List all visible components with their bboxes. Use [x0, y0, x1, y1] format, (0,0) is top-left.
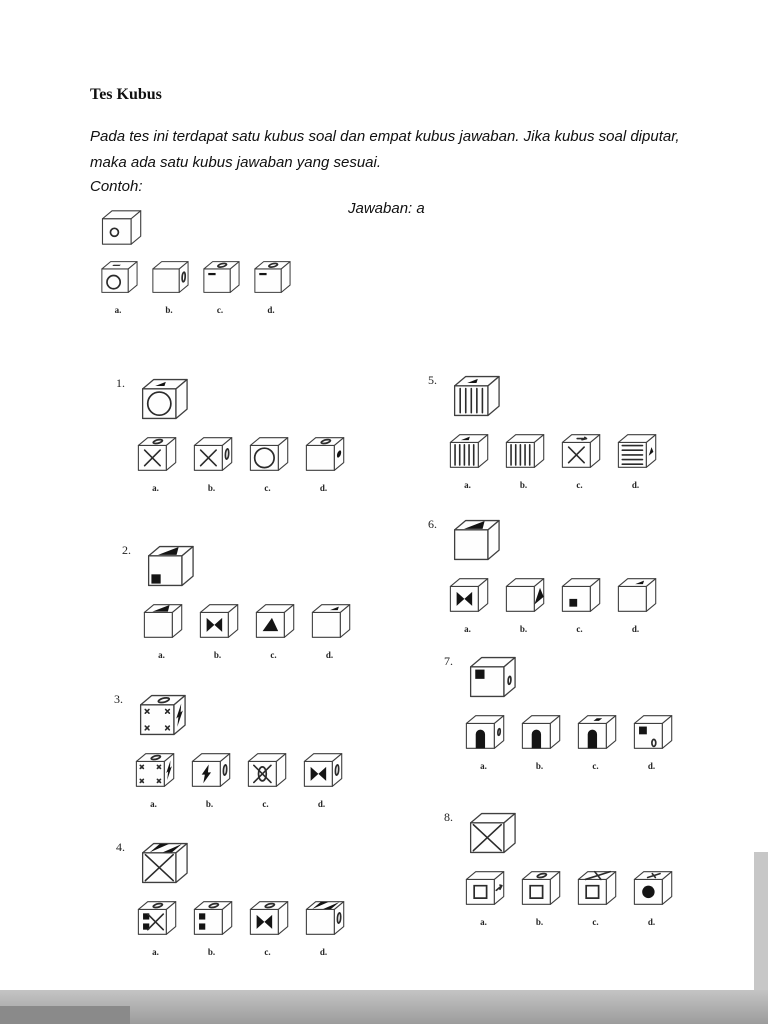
answer-cube: [250, 600, 297, 642]
answer-option: [300, 433, 347, 493]
answer-cube: [460, 711, 507, 753]
answer-label: c.: [264, 483, 271, 493]
answer-label: b.: [519, 624, 528, 634]
answer-cube: [556, 430, 603, 472]
answer-label: d.: [631, 624, 640, 634]
question-cube: [447, 371, 503, 421]
question-number: 4.: [116, 840, 125, 854]
answer-cube: [444, 574, 491, 616]
answer-label: c.: [592, 917, 599, 927]
answer-label: d.: [319, 483, 328, 493]
answer-option: [132, 897, 179, 957]
answer-label: a.: [464, 624, 471, 634]
answer-option: [250, 600, 297, 660]
answer-cube: [96, 257, 140, 297]
scan-edge-corner: [0, 1006, 130, 1024]
answer-label: d.: [319, 947, 328, 957]
answer-cube: [306, 600, 353, 642]
answer-label: d.: [647, 917, 656, 927]
answer-cube: [300, 897, 347, 939]
question-block-7: [444, 652, 675, 771]
answer-option: [516, 711, 563, 771]
answer-option: [628, 867, 675, 927]
answer-option: [612, 430, 659, 490]
answer-row: [138, 600, 353, 660]
answer-label: a.: [152, 947, 159, 957]
answer-row: [460, 711, 675, 771]
question-cube: [133, 690, 189, 740]
answer-cube: [556, 574, 603, 616]
answer-option: [306, 600, 353, 660]
answer-cube: [138, 600, 185, 642]
answer-option: [298, 749, 345, 809]
answer-row: [96, 257, 293, 315]
answer-option: [249, 257, 293, 315]
answer-cube: [244, 897, 291, 939]
question-block-1: [116, 374, 347, 493]
answer-cube: [628, 711, 675, 753]
answer-label: b.: [205, 799, 214, 809]
question-number: 5.: [428, 373, 437, 387]
answer-cube: [460, 867, 507, 909]
question-cube: [135, 838, 191, 888]
question-number: 2.: [122, 543, 131, 557]
answer-cube: [612, 574, 659, 616]
answer-option: [460, 711, 507, 771]
answer-label: c.: [262, 799, 269, 809]
question-cube: [463, 808, 519, 858]
answer-option: [242, 749, 289, 809]
intro-paragraph: Pada tes ini terdapat satu kubus soal dan empat kubus jawaban. Jika kubus soal diputar, maka ada satu kubus jawaban yang sesuai.: [90, 128, 680, 171]
contoh-label: Contoh:: [90, 178, 143, 195]
answer-label: a.: [158, 650, 165, 660]
answer-option: [188, 897, 235, 957]
answer-cube: [132, 433, 179, 475]
jawaban-label: Jawaban: a: [348, 200, 425, 217]
answer-label: a.: [480, 761, 487, 771]
answer-option: [244, 433, 291, 493]
question-block-3: [114, 690, 345, 809]
answer-label: d.: [267, 305, 275, 315]
answer-option: [147, 257, 191, 315]
answer-option: [138, 600, 185, 660]
answer-option: [130, 749, 177, 809]
answer-option: [444, 574, 491, 634]
question-cube: [135, 374, 191, 424]
question-block-8: [444, 808, 675, 927]
answer-option: [244, 897, 291, 957]
answer-option: [612, 574, 659, 634]
answer-option: [556, 574, 603, 634]
example-block: [96, 206, 293, 315]
answer-cube: [244, 433, 291, 475]
answer-cube: [186, 749, 233, 791]
answer-label: c.: [576, 624, 583, 634]
answer-cube: [194, 600, 241, 642]
answer-label: b.: [165, 305, 173, 315]
answer-row: [132, 897, 347, 957]
answer-cube: [130, 749, 177, 791]
answer-label: a.: [150, 799, 157, 809]
answer-option: [516, 867, 563, 927]
answer-label: c.: [270, 650, 277, 660]
answer-label: d.: [317, 799, 326, 809]
answer-cube: [300, 433, 347, 475]
answer-option: [572, 867, 619, 927]
answer-option: [556, 430, 603, 490]
answer-option: [96, 257, 140, 315]
question-number: 6.: [428, 517, 437, 531]
answer-cube: [500, 574, 547, 616]
answer-label: b.: [535, 761, 544, 771]
answer-cube: [572, 867, 619, 909]
answer-label: b.: [519, 480, 528, 490]
answer-label: c.: [592, 761, 599, 771]
question-cube: [447, 515, 503, 565]
question-number: 1.: [116, 376, 125, 390]
answer-cube: [188, 433, 235, 475]
answer-cube: [298, 749, 345, 791]
example-question-row: [96, 206, 293, 249]
answer-option: [198, 257, 242, 315]
answer-row: [460, 867, 675, 927]
answer-label: a.: [464, 480, 471, 490]
answer-cube: [612, 430, 659, 472]
answer-option: [132, 433, 179, 493]
answer-option: [500, 574, 547, 634]
answer-cube: [147, 257, 191, 297]
answer-cube: [572, 711, 619, 753]
answer-label: a.: [152, 483, 159, 493]
question-number: 8.: [444, 810, 453, 824]
answer-label: b.: [207, 947, 216, 957]
answer-option: [572, 711, 619, 771]
answer-option: [460, 867, 507, 927]
answer-option: [188, 433, 235, 493]
page-title: Tes Kubus: [90, 86, 162, 103]
answer-option: [500, 430, 547, 490]
answer-cube: [188, 897, 235, 939]
answer-label: c.: [264, 947, 271, 957]
answer-cube: [516, 867, 563, 909]
question-block-2: [122, 541, 353, 660]
answer-cube: [132, 897, 179, 939]
answer-cube: [242, 749, 289, 791]
answer-label: d.: [325, 650, 334, 660]
answer-label: d.: [631, 480, 640, 490]
answer-row: [130, 749, 345, 809]
answer-label: b.: [535, 917, 544, 927]
answer-cube: [249, 257, 293, 297]
answer-option: [444, 430, 491, 490]
answer-row: [132, 433, 347, 493]
answer-cube: [500, 430, 547, 472]
answer-row: [444, 430, 659, 490]
question-block-6: [428, 515, 659, 634]
question-cube: [141, 541, 197, 591]
answer-label: b.: [213, 650, 222, 660]
question-block-5: [428, 371, 659, 490]
answer-option: [628, 711, 675, 771]
answer-cube: [628, 867, 675, 909]
answer-cube: [198, 257, 242, 297]
answer-cube: [516, 711, 563, 753]
answer-label: c.: [216, 305, 224, 315]
answer-label: c.: [576, 480, 583, 490]
answer-option: [300, 897, 347, 957]
question-number: 7.: [444, 654, 453, 668]
answer-label: b.: [207, 483, 216, 493]
answer-label: a.: [480, 917, 487, 927]
answer-option: [194, 600, 241, 660]
question-block-4: [116, 838, 347, 957]
answer-label: a.: [114, 305, 122, 315]
question-cube: [463, 652, 519, 702]
answer-row: [444, 574, 659, 634]
answer-cube: [444, 430, 491, 472]
question-number: 3.: [114, 692, 123, 706]
answer-option: [186, 749, 233, 809]
answer-label: d.: [647, 761, 656, 771]
question-cube: [96, 206, 144, 249]
